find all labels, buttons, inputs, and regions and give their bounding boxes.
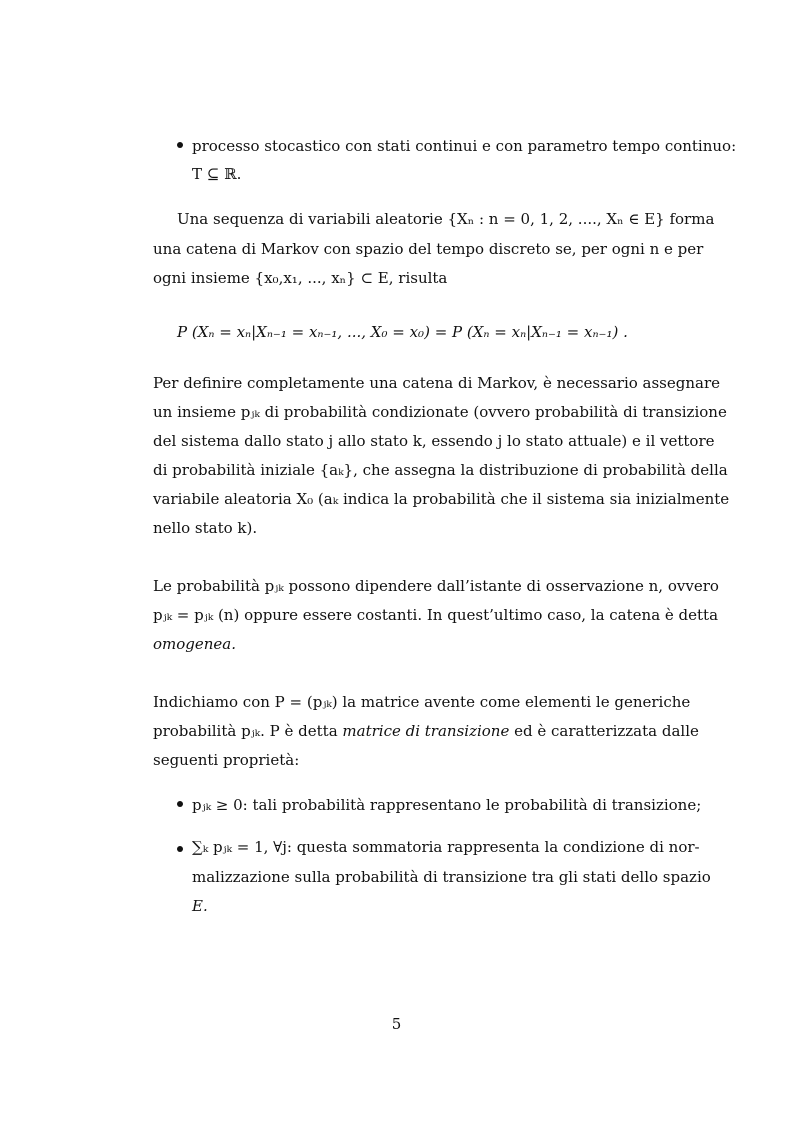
- paragraph-line: nello stato k).: [153, 519, 258, 537]
- paragraph-line: ogni insieme {x₀,x₁, ..., xₙ} ⊂ E, risulta: [153, 269, 448, 287]
- paragraph-line: una catena di Markov con spazio del tempo discreto se, per ogni n e per: [153, 240, 704, 258]
- bullet-text: pⱼₖ ≥ 0: tali probabilità rappresentano le probabilità di transizione;: [192, 796, 702, 814]
- paragraph-line: un insieme pⱼₖ di probabilità condizionate (ovvero probabilità di transizione: [153, 403, 727, 421]
- paragraph-line-emphasis: omogenea.: [153, 635, 237, 653]
- paragraph-line: del sistema dallo stato j allo stato k, essendo j lo stato attuale) e il vettore: [153, 432, 715, 450]
- paragraph-line: [153, 722, 699, 740]
- bullet-text: ∑ₖ pⱼₖ = 1, ∀j: questa sommatoria rappresenta la condizione di nor-: [192, 838, 700, 856]
- bullet-text-continued: malizzazione sulla probabilità di transizione tra gli stati dello spazio: [192, 868, 711, 886]
- page-number: 5: [391, 1015, 402, 1033]
- term-emphasis: matrice di transizione: [342, 722, 510, 740]
- paragraph-line: pⱼₖ = pⱼₖ (n) oppure essere costanti. In quest’ultimo caso, la catena è detta: [153, 606, 719, 624]
- bullet-text: processo stocastico con stati continui e con parametro tempo continuo:: [192, 137, 737, 155]
- paragraph-line: Per definire completamente una catena di Markov, è necessario assegnare: [153, 374, 721, 392]
- paragraph-line: di probabilità iniziale {aₖ}, che assegna la distribuzione di probabilità della: [153, 461, 728, 479]
- bullet-marker: [177, 846, 183, 852]
- bullet-text-continued: E.: [192, 897, 208, 915]
- paragraph-line: seguenti proprietà:: [153, 751, 300, 769]
- paragraph-line: Indichiamo con P = (pⱼₖ) la matrice avente come elementi le generiche: [153, 693, 691, 711]
- paragraph-line: Le probabilità pⱼₖ possono dipendere dall’istante di osservazione n, ovvero: [153, 577, 719, 595]
- bullet-marker: [177, 801, 183, 807]
- paragraph-line: Una sequenza di variabili aleatorie {Xₙ : n = 0, 1, 2, ...., Xₙ ∈ E} forma: [177, 210, 715, 228]
- paragraph-line: variabile aleatoria X₀ (aₖ indica la probabilità che il sistema sia inizialmente: [153, 490, 730, 508]
- bullet-text-continued: T ⊆ ℝ.: [192, 165, 242, 183]
- bullet-marker: [177, 142, 183, 148]
- text-run: ed è caratterizzata dalle: [509, 722, 699, 740]
- markov-equation: P (Xₙ = xₙ|Xₙ₋₁ = xₙ₋₁, ..., X₀ = x₀) = P (Xₙ = xₙ|Xₙ₋₁ = xₙ₋₁) .: [177, 323, 628, 341]
- text-run: probabilità pⱼₖ. P è detta: [153, 722, 343, 740]
